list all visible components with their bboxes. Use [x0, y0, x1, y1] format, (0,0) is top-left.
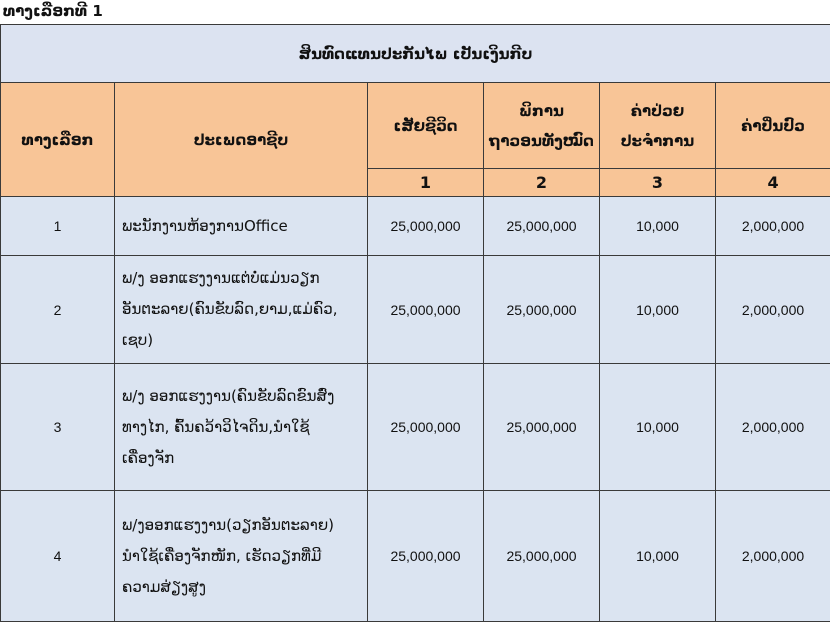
header-disability-line: ພິການ [484, 96, 599, 126]
occupation-line: ເຄື່ອງຈັກ [122, 443, 359, 474]
column-number: 2 [484, 169, 600, 197]
table-row [1, 197, 830, 256]
disability-amount: 25,000,000 [484, 256, 600, 364]
option-number: 3 [1, 364, 115, 491]
benefits-table [0, 24, 830, 622]
medical-amount: 2,000,000 [716, 256, 830, 364]
header-sickness-line: ປະຈໍາການ [600, 126, 715, 156]
header-row [1, 83, 830, 169]
column-number: 1 [368, 169, 484, 197]
header-sickness-line: ຄ່າປ່ວຍ [600, 96, 715, 126]
table-row [1, 256, 830, 364]
table-row [1, 491, 830, 622]
occupation-cell [115, 256, 368, 364]
death-amount: 25,000,000 [368, 491, 484, 622]
occupation-cell [115, 197, 368, 256]
column-number: 4 [716, 169, 830, 197]
sickness-amount: 10,000 [600, 364, 716, 491]
occupation-line: ພ/ງອອກແຮງງານ(ວຽກອັນຕະລາຍ) [122, 510, 359, 541]
header-disability-line: ຖາວອນທັງໝົດ [484, 126, 599, 156]
option-number: 1 [1, 197, 115, 256]
option-number: 4 [1, 491, 115, 622]
death-amount: 25,000,000 [368, 364, 484, 491]
disability-amount: 25,000,000 [484, 364, 600, 491]
death-amount: 25,000,000 [368, 256, 484, 364]
header-disability [484, 83, 600, 169]
column-number: 3 [600, 169, 716, 197]
header-option: ທາງເລືອກ [1, 83, 115, 197]
occupation-line: ທາງໄກ, ຄົ້ນຄວ້າວິໄຈດິນ,ນໍາໃຊ້ [122, 412, 359, 443]
header-death: ເສັຍຊີວິດ [368, 83, 484, 169]
table-title-row [1, 25, 830, 83]
table-title: ສິນທົດແທນປະກັນໄພ ເປັນເງິນກີບ [1, 25, 830, 83]
option-number: 2 [1, 256, 115, 364]
table-row [1, 364, 830, 491]
sickness-amount: 10,000 [600, 256, 716, 364]
disability-amount: 25,000,000 [484, 491, 600, 622]
disability-amount: 25,000,000 [484, 197, 600, 256]
sickness-amount: 10,000 [600, 491, 716, 622]
occupation-cell [115, 364, 368, 491]
occupation-line: ພ/ງ ອອກແຮງງານແຕ່ບໍ່ແມ່ນວຽກ [122, 263, 359, 294]
medical-amount: 2,000,000 [716, 197, 830, 256]
sickness-amount: 10,000 [600, 197, 716, 256]
death-amount: 25,000,000 [368, 197, 484, 256]
medical-amount: 2,000,000 [716, 491, 830, 622]
occupation-line: ພະນັກງານຫ້ອງການOffice [122, 211, 359, 242]
medical-amount: 2,000,000 [716, 364, 830, 491]
occupation-line: ເຊບ) [122, 325, 359, 356]
occupation-line: ນໍາໃຊ້ເຄື່ອງຈັກໜັກ, ເຮັດວຽກທີ່ມີ [122, 541, 359, 572]
header-occupation: ປະເພດອາຊີບ [115, 83, 368, 197]
occupation-line: ພ/ງ ອອກແຮງງານ(ຄົນຂັບລົດຂົນສົ່ງ [122, 381, 359, 412]
occupation-cell [115, 491, 368, 622]
page-heading: ທາງເລືອກທີ 1 [3, 0, 103, 24]
header-sickness [600, 83, 716, 169]
header-medical: ຄ່າປິ່ນປົວ [716, 83, 830, 169]
occupation-line: ອັນຕະລາຍ(ຄົນຂັບລົດ,ຍາມ,ແມ່ຄົວ, [122, 294, 359, 325]
occupation-line: ຄວາມສ່ຽງສູງ [122, 572, 359, 603]
